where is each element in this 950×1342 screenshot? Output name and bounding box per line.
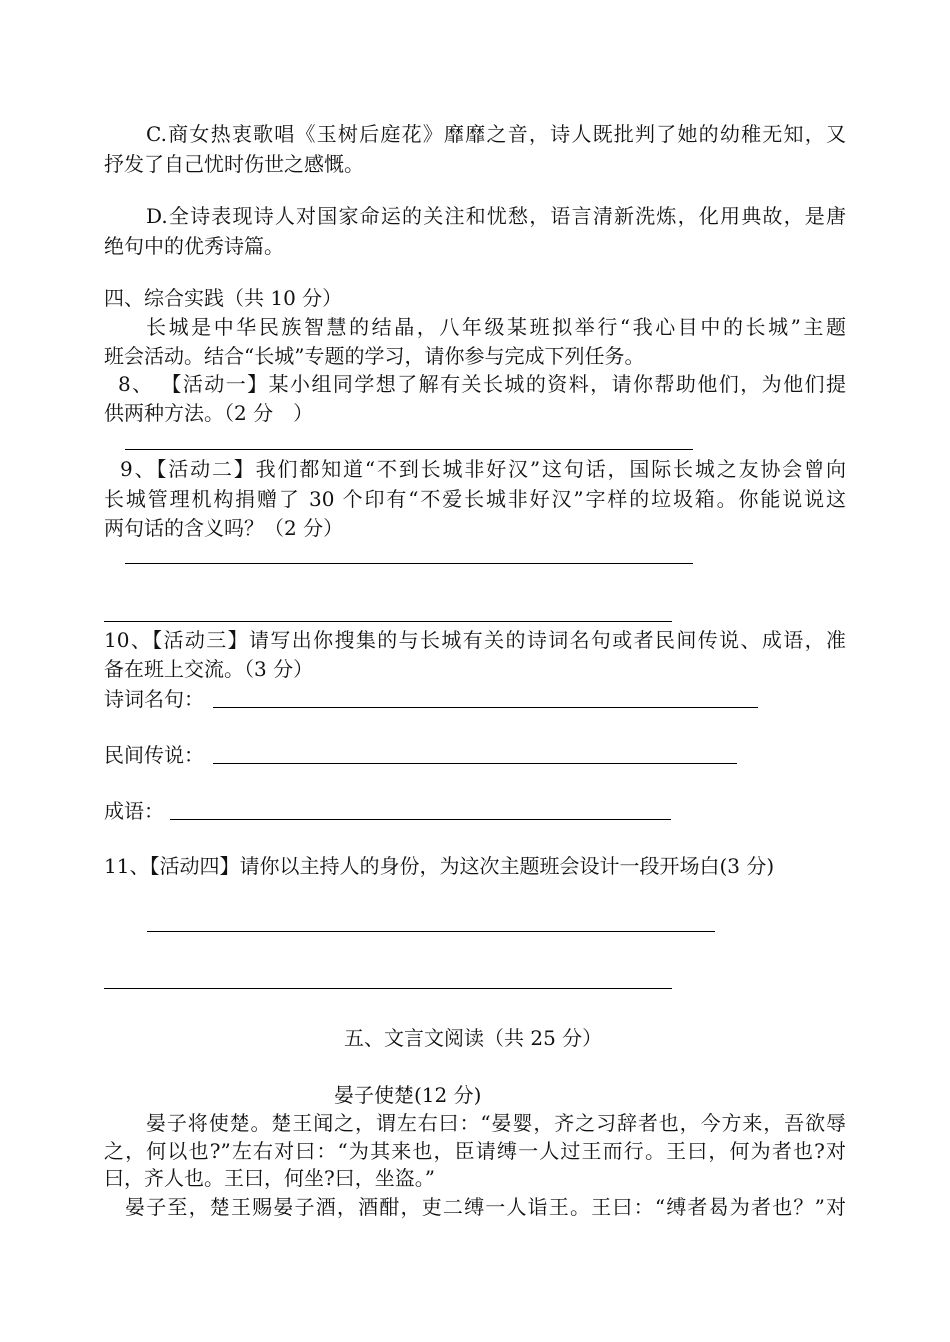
question-9-line2: 长城管理机构捐赠了 30 个印有“不爱长城非好汉”字样的垃圾箱。你能说说这: [104, 487, 846, 511]
answer-line-q8: [125, 449, 693, 450]
answer-line-legend: [213, 763, 737, 764]
question-10-line2: 备在班上交流。（3 分）: [104, 657, 314, 681]
option-c-line1: C.商女热衷歌唱《玉树后庭花》靡靡之音，诗人既批判了她的幼稚无知，又: [146, 122, 846, 146]
question-8-line2: 供两种方法。（2 分 ）: [104, 401, 314, 425]
answer-line-poem: [213, 707, 758, 708]
section-4-intro-line2: 班会活动。结合“长城”专题的学习，请你参与完成下列任务。: [104, 344, 645, 368]
option-d-line1: D.全诗表现诗人对国家命运的关注和忧愁，语言清新洗炼，化用典故，是唐: [146, 204, 846, 228]
label-poem: 诗词名句：: [104, 687, 204, 711]
question-11: 11、【活动四】请你以主持人的身份，为这次主题班会设计一段开场白(3 分): [104, 854, 775, 878]
section-4-intro-line1: 长城是中华民族智慧的结晶，八年级某班拟举行“我心目中的长城”主题: [146, 315, 846, 339]
passage-title: 晏子使楚(12 分): [334, 1083, 482, 1107]
question-9-line1: 9、【活动二】我们都知道“不到长城非好汉”这句话，国际长城之友协会曾向: [120, 457, 846, 481]
answer-line-q11-2: [104, 988, 672, 989]
answer-line-q9-2: [104, 621, 672, 622]
passage-p1-line3: 曰，齐人也。王曰，何坐?曰，坐盗。”: [104, 1166, 435, 1190]
label-legend: 民间传说：: [104, 743, 204, 767]
question-8-line1: 8、 【活动一】某小组同学想了解有关长城的资料，请你帮助他们，为他们提: [118, 372, 846, 396]
label-idiom: 成语：: [104, 799, 164, 823]
option-d-line2: 绝句中的优秀诗篇。: [104, 234, 284, 258]
section-4-heading: 四、综合实践（共 10 分）: [104, 286, 343, 310]
passage-p1-line2: 之，何以也?”左右对曰：“为其来也，臣请缚一人过王而行。王曰，何为者也?对: [104, 1139, 846, 1163]
question-10-line1: 10、【活动三】请写出你搜集的与长城有关的诗词名句或者民间传说、成语，准: [104, 628, 846, 652]
answer-line-q9-1: [125, 563, 693, 564]
section-5-heading: 五、文言文阅读（共 25 分）: [344, 1026, 603, 1050]
answer-line-idiom: [170, 819, 671, 820]
answer-line-q11-1: [147, 931, 715, 932]
option-c-line2: 抒发了自己忧时伤世之感慨。: [104, 152, 364, 176]
passage-p1-line1: 晏子将使楚。楚王闻之，谓左右曰：“晏婴，齐之习辞者也，今方来，吾欲辱: [146, 1111, 846, 1135]
question-9-line3: 两句话的含义吗？（2 分）: [104, 516, 344, 540]
passage-p2-line1: 晏子至，楚王赐晏子酒，酒酣，吏二缚一人诣王。王曰：“缚者曷为者也？”对: [125, 1195, 846, 1219]
